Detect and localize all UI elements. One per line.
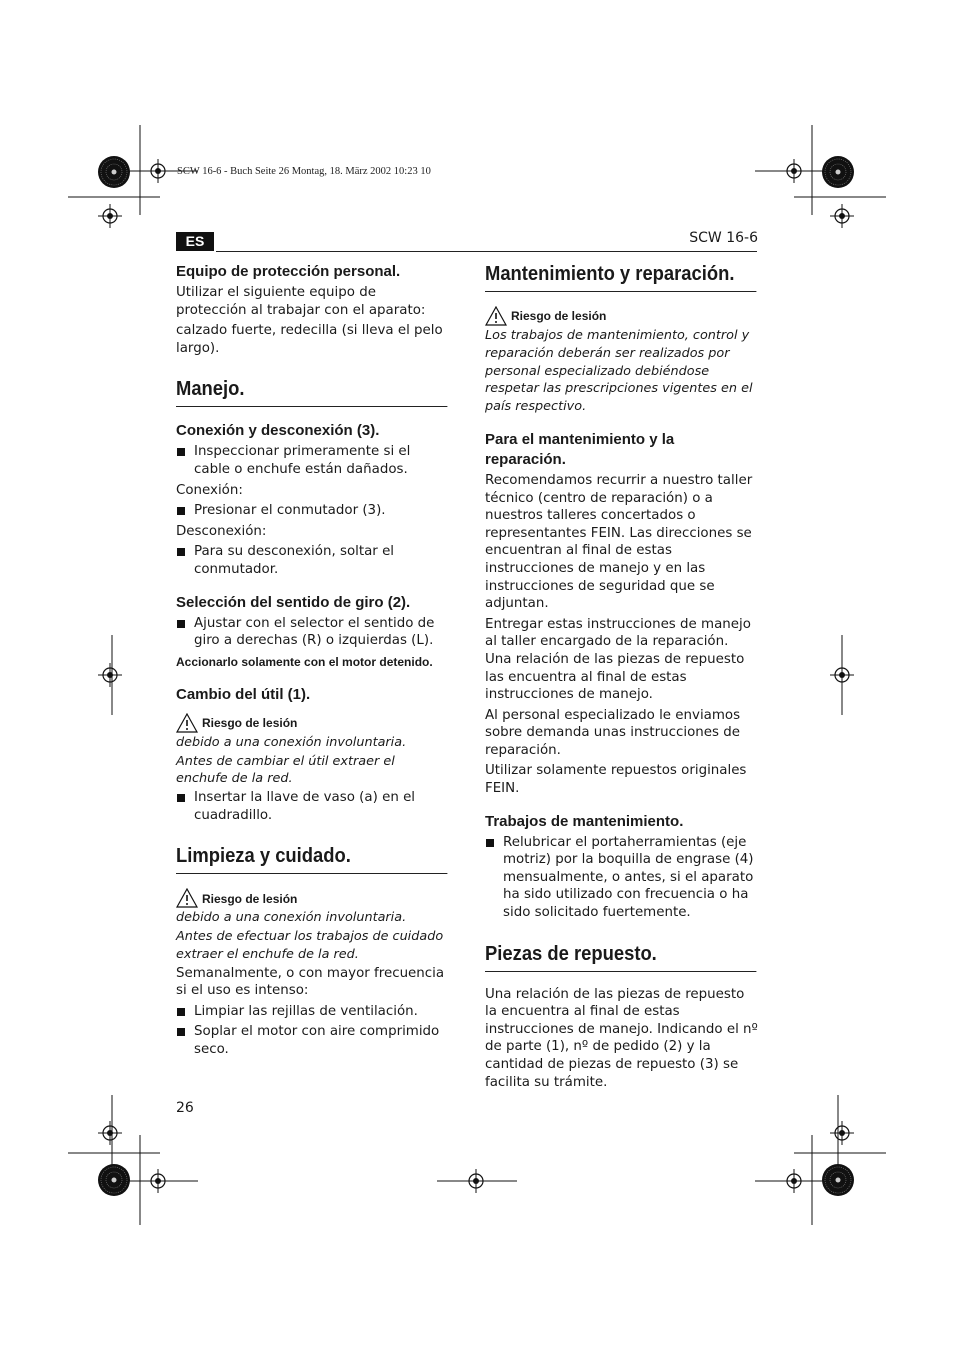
motor-note: Accionarlo solamente con el motor detenido. xyxy=(176,654,433,669)
warning-detail: Los trabajos de mantenimiento, control y reparación deberán ser realizados por personal especializado debiéndose respetar las prescripciones vigentes en el país respectivo. xyxy=(485,328,753,415)
warning-text: Riesgo de lesión xyxy=(511,309,607,324)
warning-label xyxy=(176,888,449,908)
ppe-text-1: Utilizar el siguiente equipo de protección al trabajar con el aparato: xyxy=(176,285,426,318)
bullet-item: Inspeccionar primeramente si el cable o enchufe están dañados. xyxy=(176,443,449,478)
mant-text-1: Recomendamos recurrir a nuestro taller técnico (centro de reparación) o a nuestros talleres concertados o representantes FEIN. Las direcciones se encuentran al final de estas instrucciones de manejo y en las instrucciones de seguridad que se adjuntan. xyxy=(485,472,753,612)
warning-text: Riesgo de lesión xyxy=(202,716,298,731)
piezas-text: Una relación de las piezas de repuesto la encuentra al final de estas instrucciones de manejo. Indicando el nº de parte (1), nº de pedido (2) y la cantidad de piezas de repuesto (3) se facilita su trámite. xyxy=(485,986,758,1090)
warning-detail: debido a una conexión involuntaria. xyxy=(176,734,407,750)
warning-detail: Antes de efectuar los trabajos de cuidado extraer el enchufe de la red. xyxy=(176,929,444,962)
bullet-item: Soplar el motor con aire comprimido seco. xyxy=(176,1023,449,1058)
warning-triangle-icon xyxy=(176,713,198,733)
bullet-item: Insertar la llave de vaso (a) en el cuadradillo. xyxy=(176,789,449,824)
mant-text-2: Entregar estas instrucciones de manejo al taller encargado de la reparación. Una relación de las piezas de repuesto las encuentra al final de estas instrucciones de manejo. xyxy=(485,616,751,703)
page-number: 26 xyxy=(176,1100,194,1116)
bullet-item: Relubricar el portaherramientas (eje motriz) por la boquilla de engrase (4) mensualmente, o antes, si el aparato ha sido utilizado con frecuencia o ha sido solicitado fuertemente. xyxy=(485,834,758,922)
mantenimiento-heading: Mantenimiento y reparación. xyxy=(485,262,756,292)
conexion-heading: Conexión y desconexión (3). xyxy=(176,422,380,440)
limpieza-text: Semanalmente, o con mayor frecuencia si el uso es intenso: xyxy=(176,965,445,999)
warning-label xyxy=(176,713,449,733)
cambio-heading: Cambio del útil (1). xyxy=(176,685,311,703)
warning-triangle-icon xyxy=(176,888,198,908)
manejo-heading: Manejo. xyxy=(176,377,447,407)
warning-text: Riesgo de lesión xyxy=(202,891,298,906)
bullet-item: Presionar el conmutador (3). xyxy=(176,502,449,520)
print-slug: SCW 16-6 - Buch Seite 26 Montag, 18. März 2002 10:23 10 xyxy=(177,166,431,177)
warning-detail: Antes de cambiar el útil extraer el enchufe de la red. xyxy=(176,753,395,787)
piezas-heading: Piezas de repuesto. xyxy=(485,942,756,972)
left-column xyxy=(176,262,449,1062)
seleccion-heading: Selección del sentido de giro (2). xyxy=(176,593,411,611)
warning-label xyxy=(485,306,758,326)
bullet-item: Para su desconexión, soltar el conmutador. xyxy=(176,543,449,578)
desconexion-label: Desconexión: xyxy=(176,523,267,539)
limpieza-heading: Limpieza y cuidado. xyxy=(176,844,447,874)
conexion-label: Conexión: xyxy=(176,482,243,498)
bullet-item: Limpiar las rejillas de ventilación. xyxy=(176,1003,449,1021)
ppe-heading: Equipo de protección personal. xyxy=(176,263,401,280)
trabajos-heading: Trabajos de mantenimiento. xyxy=(485,812,684,830)
header-rule xyxy=(216,251,757,252)
warning-triangle-icon xyxy=(485,306,507,326)
bullet-item: Ajustar con el selector el sentido de giro a derechas (R) o izquierdas (L). xyxy=(176,615,449,650)
para-mantenimiento-heading: Para el mantenimiento y la reparación. xyxy=(485,430,675,468)
warning-detail: debido a una conexión involuntaria. xyxy=(176,910,407,926)
mant-text-3: Al personal especializado le enviamos sobre demanda unas instrucciones de reparación. xyxy=(485,707,741,758)
language-badge: ES xyxy=(176,232,214,251)
right-column xyxy=(485,262,758,1094)
model-name: SCW 16-6 xyxy=(689,230,758,246)
ppe-text-2: calzado fuerte, redecilla (si lleva el pelo largo). xyxy=(176,323,443,356)
mant-text-4: Utilizar solamente repuestos originales FEIN. xyxy=(485,763,747,797)
